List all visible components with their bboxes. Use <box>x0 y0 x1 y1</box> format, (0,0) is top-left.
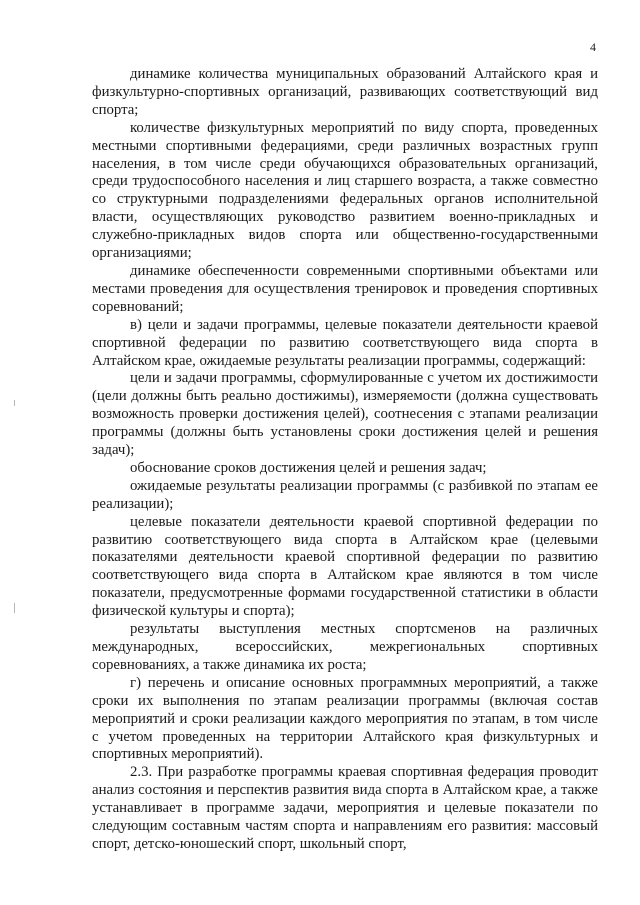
paragraph: целевые показатели деятельности краевой спортивной федерации по развитию соответствующего вида спорта в Алтайском крае (целевыми показателями деятельности краевой спортивной федерации по развитию соответствующего вида спорта в Алтайском крае являются в том числе показатели, предусмотренные формами государственной статистики в области физической культуры и спорта); <box>92 513 598 620</box>
paragraph: динамике обеспеченности современными спортивными объектами или местами проведения для осуществления тренировок и проведения спортивных соревнований; <box>92 262 598 315</box>
paragraph: 2.3. При разработке программы краевая спортивная федерация проводит анализ состояния и перспектив развития вида спорта в Алтайском крае, а также устанавливает в программе задачи, мероприятия и целевые показатели по следующим составным частям спорта и направлениям его развития: массовый спорт, детско-юношеский спорт, школьный спорт, <box>92 764 598 852</box>
paragraph: г) перечень и описание основных программных мероприятий, а также сроки их выполнения по этапам реализации программы (включая состав мероприятий и сроки реализации каждого мероприятия по этапам, в том числе с учетом проведенных на территории Алтайского края физкультурных и спортивных мероприятий). <box>92 674 598 763</box>
paragraph: результаты выступления местных спортсменов на различных международных, всероссийских, межрегиональных спортивных соревнованиях, а также динамика их роста; <box>92 621 598 673</box>
paragraph: цели и задачи программы, сформулированные с учетом их достижимости (цели должны быть реально достижимы), измеряемости (должна существовать возможность проверки достижения целей), соотнесения с этапами реализации программы (должны быть установлены сроки достижения целей и решения задач); <box>92 370 598 459</box>
page-number: 4 <box>590 40 596 54</box>
document-body <box>92 66 598 854</box>
paragraph: в) цели и задачи программы, целевые показатели деятельности краевой спортивной федерации по развитию соответствующего вида спорта в Алтайском крае, ожидаемые результаты реализации программы, содержащий: <box>92 316 598 369</box>
paragraph: ожидаемые результаты реализации программы (с разбивкой по этапам ее реализации); <box>92 477 598 512</box>
scan-artifact-mark <box>14 400 15 406</box>
paragraph: обоснование сроков достижения целей и решения задач; <box>130 459 487 476</box>
paragraph: динамике количества муниципальных образований Алтайского края и физкультурно-спортивных организаций, развивающих соответствующий вид спорта; <box>92 66 598 118</box>
scan-artifact-mark <box>14 603 15 613</box>
paragraph: количестве физкультурных мероприятий по виду спорта, проведенных местными спортивными федерациями, среди различных возрастных групп населения, в том числе среди обучающихся образовательных организаций, среди трудоспособного населения и лиц старшего возраста, а также совместно со структурными подразделениями федеральных органов исполнительной власти, осуществляющих руководство развитием военно-прикладных и служебно-прикладных видов спорта или общественно-государственными организациями; <box>92 119 598 262</box>
